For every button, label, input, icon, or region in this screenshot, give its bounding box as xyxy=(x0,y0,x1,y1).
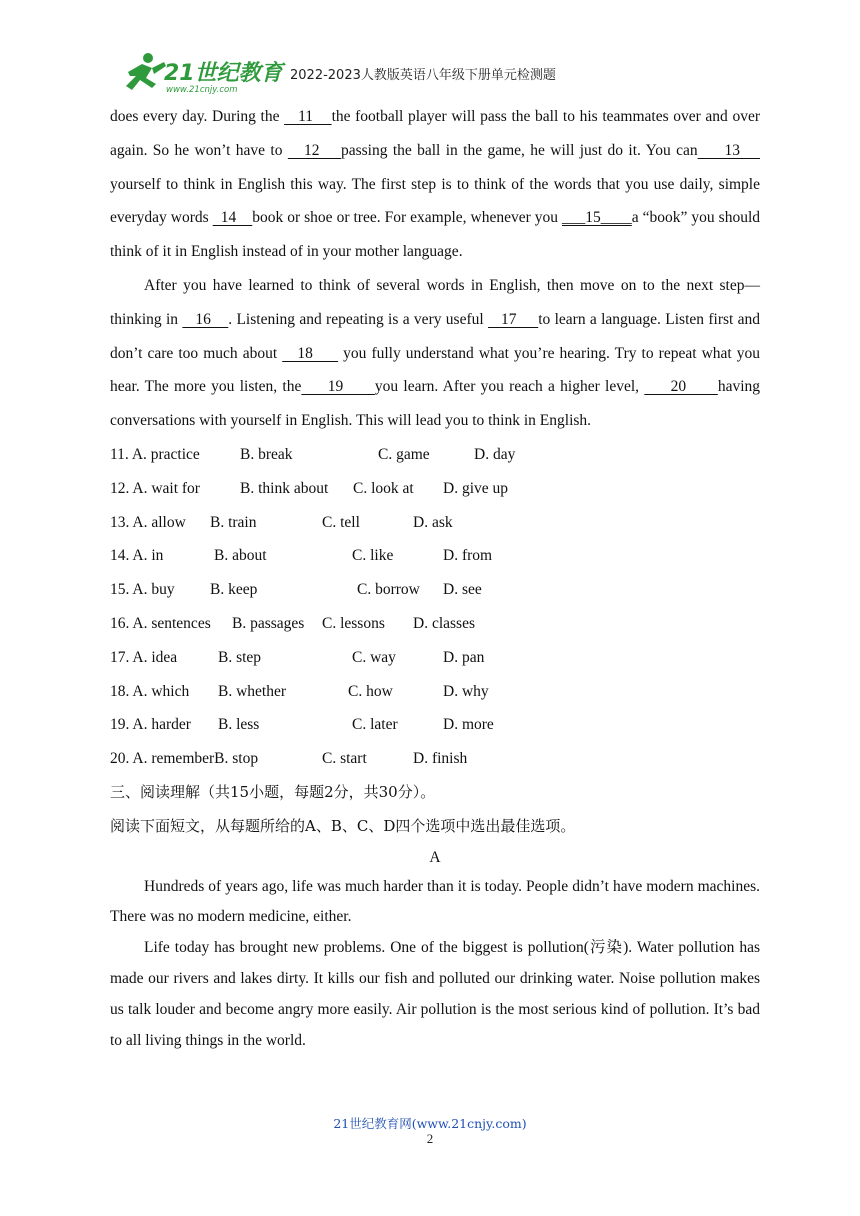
option-c: C. start xyxy=(322,750,367,768)
option-c: C. how xyxy=(348,682,393,700)
option-row xyxy=(110,573,760,607)
option-b: B. passages xyxy=(232,614,305,632)
paragraph-text: yourself to think in English this way. The first step is to think of the words that you use daily, simple everyday words xyxy=(110,175,760,227)
option-c: C. later xyxy=(352,716,398,734)
option-d: D. finish xyxy=(413,750,468,768)
option-a: 13. A. allow xyxy=(110,513,186,531)
cloze-blank: 13 xyxy=(697,141,761,159)
option-c: C. like xyxy=(352,547,394,565)
cloze-blank: 12 xyxy=(287,141,341,159)
option-a: 12. A. wait for xyxy=(110,479,200,497)
answer-options xyxy=(110,438,760,776)
option-row xyxy=(110,607,760,641)
option-a: 17. A. idea xyxy=(110,648,178,666)
paragraph-text: . Listening and repeating is a very useful xyxy=(228,310,489,328)
option-row xyxy=(110,742,760,776)
paragraph-text: After you have learned to think of several words in English, then move on to the next step—thinking in xyxy=(110,276,760,328)
section-instruction: 阅读下面短文，从每题所给的A、B、C、D四个选项中选出最佳选项。 xyxy=(110,816,576,835)
cloze-blank: ___15____ xyxy=(562,209,632,227)
reading-paragraph-2: Life today has brought new problems. One of the biggest is pollution(污染). Water pollution has made our rivers and lakes dirty. It kills our fish and polluted our drinking water. Noise pollution makes us talk louder and become angry more easily. Air pollution is the most serious kind of pollution. It’s bad to all living things in the world. xyxy=(110,939,760,1049)
document-title: 2022-2023人教版英语八年级下册单元检测题 xyxy=(290,68,556,83)
cloze-paragraph-2 xyxy=(110,269,760,438)
option-d: D. pan xyxy=(443,648,485,666)
option-c: C. look at xyxy=(353,479,414,497)
option-d: D. more xyxy=(443,716,494,734)
option-row xyxy=(110,708,760,742)
paragraph-text: you learn. After you reach a higher level, xyxy=(374,378,645,396)
section-heading: 三、阅读理解（共15小题，每题2分，共30分）。 xyxy=(110,782,436,801)
option-d: D. see xyxy=(443,581,482,599)
option-d: D. give up xyxy=(443,479,509,497)
cloze-blank: 14 xyxy=(212,209,253,227)
option-c: C. lessons xyxy=(322,614,385,632)
option-row xyxy=(110,438,760,472)
option-row xyxy=(110,472,760,506)
option-c: C. way xyxy=(352,648,396,666)
option-b: B. about xyxy=(214,547,267,565)
option-a: 15. A. buy xyxy=(110,581,175,599)
paragraph-text: having conversations with yourself in English. This will lead you to think in English. xyxy=(110,378,761,430)
cloze-paragraph-1 xyxy=(110,100,760,269)
option-b: B. train xyxy=(210,513,257,531)
option-row xyxy=(110,641,760,675)
option-b: B. think about xyxy=(240,479,329,497)
paragraph-text: book or shoe or tree. For example, whenever you xyxy=(252,209,563,227)
option-a: 18. A. which xyxy=(110,682,190,700)
option-a: 20. A. rememberB. stop xyxy=(110,750,259,768)
cloze-blank: 20 xyxy=(644,378,718,396)
cloze-blank: 19 xyxy=(301,378,375,396)
option-d: D. day xyxy=(474,445,516,463)
option-row xyxy=(110,506,760,540)
paragraph-text: to learn a language. Listen first and don’t care too much about xyxy=(110,310,761,362)
cloze-blank: 18 xyxy=(282,344,339,362)
paragraph-text: passing the ball in the game, he will just do it. You can xyxy=(340,141,698,159)
logo-wordmark: 21世纪教育 xyxy=(164,61,283,86)
brand-logo xyxy=(118,50,288,96)
cloze-blank: 11 xyxy=(284,108,332,125)
option-b: B. break xyxy=(240,445,293,463)
page-header xyxy=(118,50,758,96)
option-row xyxy=(110,539,760,573)
page-number: 2 xyxy=(426,1131,434,1146)
option-c: C. tell xyxy=(322,513,360,531)
option-a: 11. A. practice xyxy=(110,445,200,463)
option-d: D. ask xyxy=(413,513,453,531)
paragraph-text: does every day. During the xyxy=(110,108,285,125)
option-b: B. step xyxy=(218,648,262,666)
option-c: C. game xyxy=(378,445,430,463)
footer-site: 21世纪教育网(www.21cnjy.com) xyxy=(333,1116,527,1131)
paragraph-text: the football player will pass the ball to his teammates over and over again. So he won’t have to xyxy=(110,108,760,159)
page-content xyxy=(110,100,760,1056)
option-row xyxy=(110,675,760,709)
option-a: 16. A. sentences xyxy=(110,614,211,632)
cloze-blank: 16 xyxy=(182,310,229,328)
reading-paragraph-1: Hundreds of years ago, life was much harder than it is today. People didn’t have modern machines. There was no modern medicine, either. xyxy=(110,877,760,926)
paragraph-text: a “book” you should think of it in English instead of in your mother language. xyxy=(110,209,761,261)
option-b: B. whether xyxy=(218,682,287,700)
option-c: C. borrow xyxy=(357,581,420,599)
cloze-blank: 17 xyxy=(488,310,539,328)
option-d: D. classes xyxy=(413,614,475,632)
option-b: B. less xyxy=(218,716,260,734)
option-d: D. why xyxy=(443,682,489,700)
logo-url: www.21cnjy.com xyxy=(166,85,238,95)
option-a: 19. A. harder xyxy=(110,716,191,734)
paragraph-text: you fully understand what you’re hearing. Try to repeat what you hear. The more you listen, the xyxy=(110,344,760,396)
option-b: B. keep xyxy=(210,581,258,599)
option-a: 14. A. in xyxy=(110,547,164,565)
option-d: D. from xyxy=(443,547,493,565)
passage-label: A xyxy=(429,848,441,866)
